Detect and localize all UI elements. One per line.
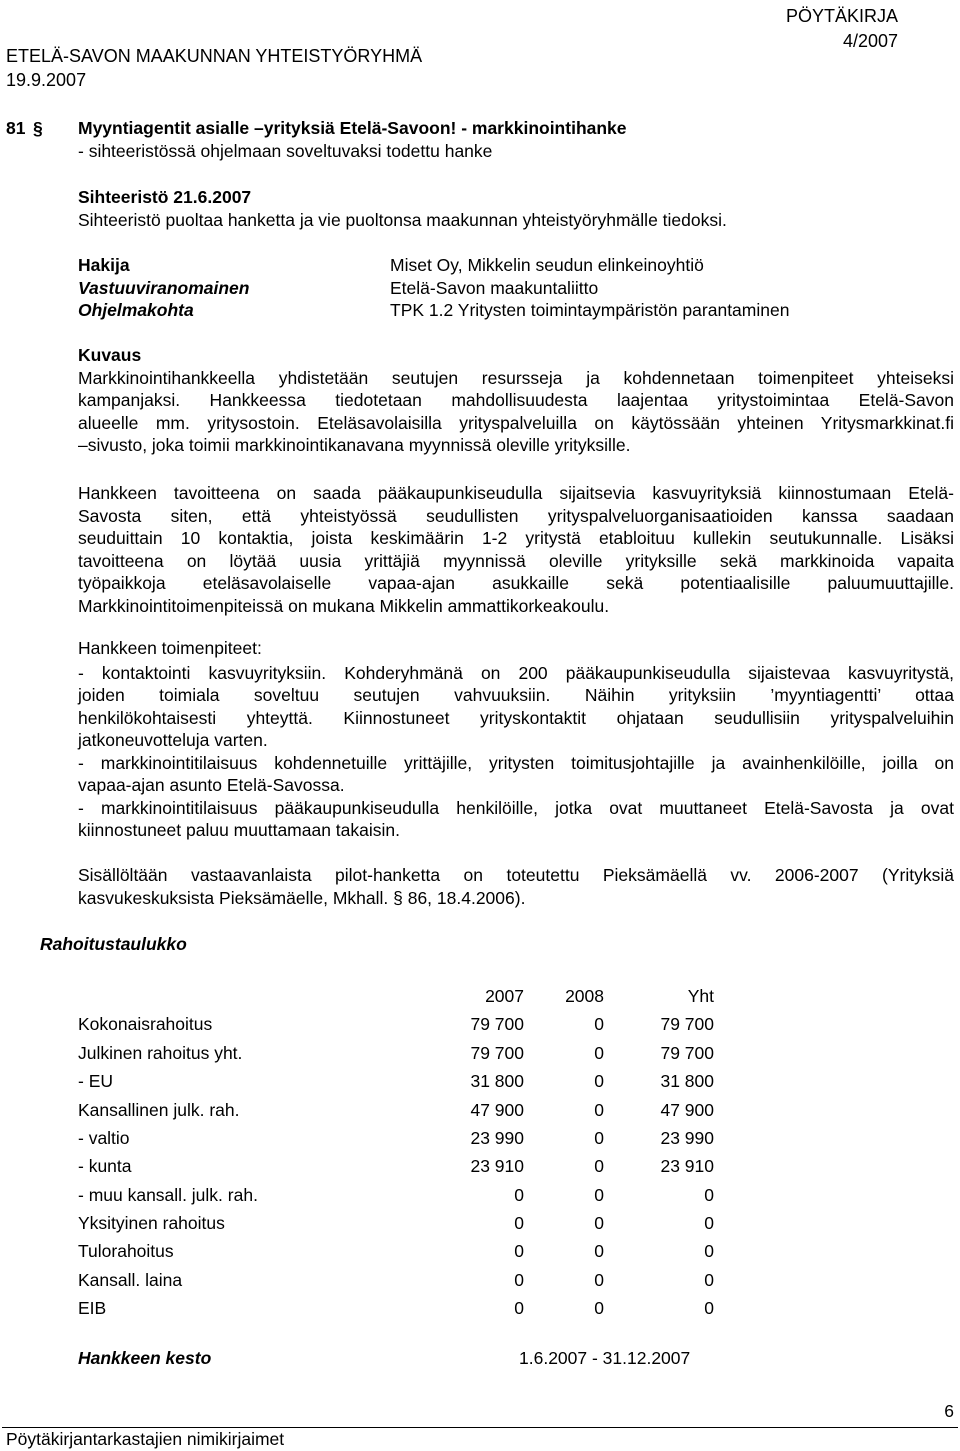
value-2007: 23 990	[470, 1127, 524, 1148]
actions-line: - markkinointitilaisuus pääkaupunkiseudulla henkilöille, jotka ovat muuttaneet Etelä-Savosta ja ovat	[78, 797, 954, 818]
row-label: - EU	[78, 1071, 113, 1092]
table-row	[78, 1010, 714, 1038]
secretariat-text: Sihteeristö puoltaa hanketta ja vie puoltonsa maakunnan yhteistyöryhmälle tiedoksi.	[78, 209, 727, 230]
section-title: Myyntiagentit asialle –yrityksiä Etelä-Savoon! - markkinointihanke	[78, 118, 627, 138]
value-2008: 0	[594, 1071, 604, 1092]
program-value: TPK 1.2 Yritysten toimintaympäristön parantaminen	[390, 300, 790, 320]
goal-line: työpaikkoja eteläsavolaiselle vapaa-ajan asukkaille sekä potentiaalisille paluumuuttajille.	[78, 573, 954, 593]
actions-heading: Hankkeen toimenpiteet:	[78, 638, 262, 658]
value-total: 0	[704, 1298, 714, 1319]
value-total: 23 990	[660, 1127, 714, 1148]
goal-line: tavoitteena on löytää uusia yrittäjiä myynnissä oleville yrityksille sekä markkinoida vapaita	[78, 550, 954, 571]
section-subtitle: - sihteeristössä ohjelmaan soveltuvaksi todettu hanke	[78, 140, 493, 161]
section-heading	[78, 117, 627, 162]
actions-line: - kontaktointi kasvuyrityksiin. Kohderyhmänä on 200 pääkaupunkiseudulla sijaistevaa kasvuyritystä,	[78, 662, 954, 683]
document-type: PÖYTÄKIRJA	[785, 6, 898, 26]
value-2007: 23 910	[470, 1156, 524, 1177]
row-label: Kansall. laina	[78, 1269, 183, 1290]
description-line: kampanjaksi. Hankkeessa tiedotetaan mahdollisuudesta laajentaa yritystoimintaa Etelä-Savon	[78, 390, 954, 410]
secretariat-heading: Sihteeristö 21.6.2007	[78, 187, 252, 207]
details-values	[390, 254, 789, 322]
actions-line: joiden toimiala soveltuu seutujen vahvuuksiin. Näihin yrityksiin ’myyntiagentti’ ottaa	[78, 685, 954, 705]
page-number: 6	[944, 1401, 954, 1421]
value-2007: 0	[514, 1241, 524, 1262]
table-row	[78, 1039, 714, 1067]
funding-table	[78, 982, 714, 1323]
value-2008: 0	[594, 1213, 604, 1234]
table-row	[78, 1067, 714, 1095]
applicant-label: Hakija	[78, 255, 130, 275]
table-row	[78, 1096, 714, 1124]
table-row	[78, 1238, 714, 1266]
section-number: 81	[6, 118, 26, 138]
column-header-total: Yht	[687, 985, 714, 1006]
table-row	[78, 1209, 714, 1237]
table-row	[78, 1266, 714, 1294]
value-2007: 0	[514, 1213, 524, 1234]
pilot-line: kasvukeskuksista Pieksämäelle, Mkhall. § 86, 18.4.2006).	[78, 887, 526, 908]
value-total: 47 900	[660, 1099, 714, 1120]
value-total: 0	[704, 1213, 714, 1234]
value-2008: 0	[594, 1184, 604, 1205]
table-header-row	[78, 982, 714, 1010]
value-2008: 0	[594, 1241, 604, 1262]
document-header-left	[6, 44, 422, 92]
value-2008: 0	[594, 1298, 604, 1319]
table-row	[78, 1181, 714, 1209]
row-label: - valtio	[78, 1127, 130, 1148]
value-2008: 0	[594, 1269, 604, 1290]
value-total: 0	[704, 1241, 714, 1262]
duration-label: Hankkeen kesto	[78, 1348, 212, 1368]
value-2007: 0	[514, 1298, 524, 1319]
actions-line: - markkinointitilaisuus kohdennetuille yrittäjille, yritysten toimitusjohtajille ja avainhenkilöille, joilla on	[78, 752, 954, 773]
secretariat-block	[78, 186, 954, 231]
goal-line: Markkinointitoimenpiteissä on mukana Mikkelin ammattikorkeakoulu.	[78, 595, 610, 616]
value-total: 0	[704, 1269, 714, 1290]
actions-line: henkilökohtaisesti yhteyttä. Kiinnostuneet yrityskontaktit ohjataan seudullisiin yrityspalveluihin	[78, 707, 954, 728]
funding-heading: Rahoitustaulukko	[40, 934, 187, 954]
description-line: Markkinointihankkeella yhdistetään seutujen resursseja ja kohdennetaan toimenpiteet yhteiseksi	[78, 367, 954, 388]
actions-line: jatkoneuvotteluja varten.	[78, 730, 268, 750]
value-2007: 79 700	[470, 1014, 524, 1035]
goal-line: seuduittain 10 kontaktia, joista keskimäärin 1-2 yritystä etabloituu kullekin seutukunnalle. Lisäksi	[78, 528, 954, 548]
goal-line: Hankkeen tavoitteena on saada pääkaupunkiseudulla sijaitsevia kasvuyrityksiä kiinnostumaan Etelä-	[78, 483, 954, 503]
actions-line: vapaa-ajan asunto Etelä-Savossa.	[78, 775, 345, 795]
organization-name: ETELÄ-SAVON MAAKUNNAN YHTEISTYÖRYHMÄ	[6, 46, 423, 66]
row-label: EIB	[78, 1298, 107, 1319]
row-label: Kokonaisrahoitus	[78, 1014, 213, 1035]
section-symbol: §	[33, 118, 43, 138]
value-2008: 0	[594, 1099, 604, 1120]
value-total: 23 910	[660, 1156, 714, 1177]
details-labels	[78, 254, 249, 322]
actions-block	[78, 637, 954, 842]
row-label: Kansallinen julk. rah.	[78, 1099, 240, 1120]
pilot-block	[78, 864, 954, 909]
value-total: 31 800	[660, 1071, 714, 1092]
program-label: Ohjelmakohta	[78, 300, 194, 320]
actions-line: kiinnostuneet paluu muuttamaan takaisin.	[78, 820, 401, 840]
value-2008: 0	[594, 1156, 604, 1177]
row-label: Tulorahoitus	[78, 1241, 174, 1262]
document-number: 4/2007	[842, 31, 898, 51]
value-2007: 31 800	[470, 1071, 524, 1092]
description-line: alueelle mm. yritysostoin. Eteläsavolaisilla yrityspalveluilla on käytössään yhteinen Yritysmarkkinat.fi	[78, 412, 954, 433]
value-total: 79 700	[660, 1042, 714, 1063]
table-row	[78, 1124, 714, 1152]
table-row	[78, 1294, 714, 1322]
row-label: Yksityinen rahoitus	[78, 1213, 225, 1234]
table-row	[78, 1152, 714, 1180]
value-total: 79 700	[660, 1014, 714, 1035]
duration-value: 1.6.2007 - 31.12.2007	[519, 1348, 691, 1368]
applicant-value: Miset Oy, Mikkelin seudun elinkeinoyhtiö	[390, 255, 704, 275]
value-2007: 47 900	[470, 1099, 524, 1120]
goal-block	[78, 482, 954, 617]
row-label: - muu kansall. julk. rah.	[78, 1184, 258, 1205]
row-label: Julkinen rahoitus yht.	[78, 1042, 243, 1063]
description-line: –sivusto, joka toimii markkinointikanavana myynnissä oleville yrityksille.	[78, 435, 631, 455]
goal-line: Savosta siten, että yhteistyössä seudullisten yrityspalveluorganisaatioiden kanssa saadaan	[78, 505, 954, 526]
value-2008: 0	[594, 1014, 604, 1035]
column-header-2008: 2008	[565, 985, 604, 1006]
value-2007: 0	[514, 1184, 524, 1205]
authority-label: Vastuuviranomainen	[78, 277, 250, 298]
column-header-2007: 2007	[485, 985, 524, 1006]
description-heading: Kuvaus	[78, 345, 142, 365]
value-total: 0	[704, 1184, 714, 1205]
description-block	[78, 344, 954, 457]
signature-label: Pöytäkirjantarkastajien nimikirjaimet	[6, 1429, 285, 1449]
authority-value: Etelä-Savon maakuntaliitto	[390, 277, 599, 298]
value-2008: 0	[594, 1042, 604, 1063]
value-2008: 0	[594, 1127, 604, 1148]
meeting-date: 19.9.2007	[6, 70, 87, 90]
document-header-right	[786, 4, 898, 54]
value-2007: 79 700	[470, 1042, 524, 1063]
row-label: - kunta	[78, 1156, 132, 1177]
value-2007: 0	[514, 1269, 524, 1290]
pilot-line: Sisällöltään vastaavanlaista pilot-hanketta on toteutettu Pieksämäellä vv. 2006-2007 (Yrityksiä	[78, 865, 954, 885]
